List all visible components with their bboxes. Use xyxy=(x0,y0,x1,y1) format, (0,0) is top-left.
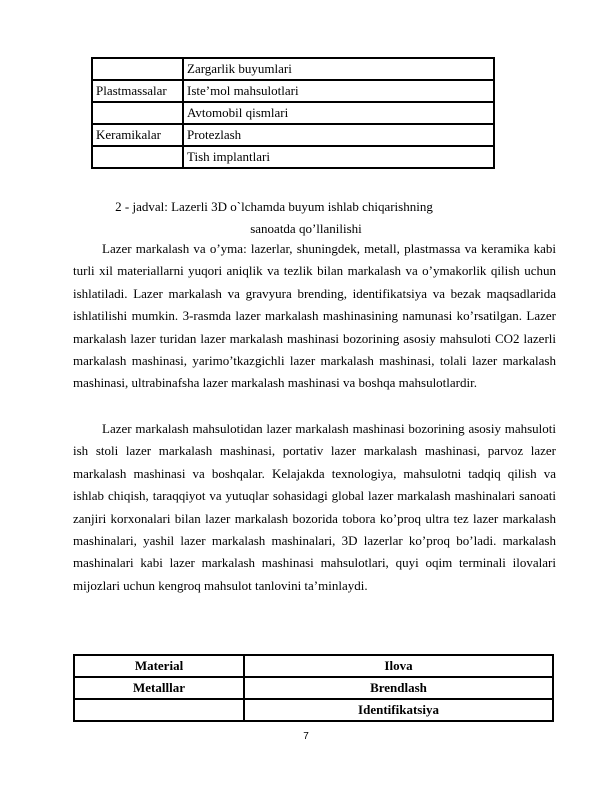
table-cell xyxy=(92,102,183,124)
table-cell: Identifikatsiya xyxy=(244,699,553,721)
material-application-table xyxy=(73,654,554,722)
table-cell xyxy=(92,58,183,80)
page-number: 7 xyxy=(303,731,309,742)
table-cell: Tish implantlari xyxy=(183,146,494,168)
table-cell: Metalllar xyxy=(74,677,244,699)
table-row xyxy=(92,124,494,146)
table-cell xyxy=(92,146,183,168)
paragraph-marking-market: Lazer markalash mahsulotidan lazer markalash mashinasi bozorining asosiy mahsuloti ish stoli lazer markalash mashinasi, portativ lazer markalash mashinasi, parvoz lazer markalash mashinasi va boshqalar. Kelajakda texnologiya, mahsulotni tadqiq qilish va ishlab chiqish, taraqqiyot va yutuqlar sohasidagi global lazer markalash mashinalari sanoati zanjiri korxonalari bilan lazer markalash bozorida tobora ko’proq ultra tez lazer markalash mashinalari, yashil lazer markalash mashinalari, 3D lazerlar ko’proq bo’ladi. markalash mashinalari kabi lazer markalash mashinasi mahsulotlari, quyi oqim terminali ilovalari mijozlari uchun kengroq mahsulot tanlovini ta’minlaydi. xyxy=(73,421,556,593)
table-header-row xyxy=(74,655,553,677)
table-row xyxy=(92,146,494,168)
table-cell: Protezlash xyxy=(183,124,494,146)
column-header-application: Ilova xyxy=(244,655,553,677)
table-row xyxy=(92,58,494,80)
table-row xyxy=(92,102,494,124)
column-header-material: Material xyxy=(74,655,244,677)
table-cell: Iste’mol mahsulotlari xyxy=(183,80,494,102)
table-caption-line-2: sanoatda qo’llanilishi xyxy=(250,221,362,236)
table-cell: Brendlash xyxy=(244,677,553,699)
table-cell xyxy=(74,699,244,721)
table-row xyxy=(74,677,553,699)
table-cell: Zargarlik buyumlari xyxy=(183,58,494,80)
table-row xyxy=(74,699,553,721)
table-cell: Avtomobil qismlari xyxy=(183,102,494,124)
table-cell: Keramikalar xyxy=(92,124,183,146)
table-cell: Plastmassalar xyxy=(92,80,183,102)
paragraph-laser-marking: Lazer markalash va o’yma: lazerlar, shuningdek, metall, plastmassa va keramika kabi turli xil materiallarni yuqori aniqlik va tezlik bilan markalash va o’ymakorlik qilish uchun ishlatiladi. Lazer markalash va gravyura brending, identifikatsiya va bezak maqsadlarida ishlatilishi mumkin. 3-rasmda lazer markalash mashinasining namunasi ko’rsatilgan. Lazer markalash lazer turidan lazer markalash mashinasi bozorining asosiy mahsuloti CO2 lazerli markalash mashinasi, yarimo’tkazgichli lazer markalash mashinasi, tolali lazer markalash mashinasi, ultrabinafsha lazer markalash mashinasi va boshqa mahsulotlardir. xyxy=(73,241,556,391)
applications-table xyxy=(91,57,495,169)
table-row xyxy=(92,80,494,102)
table-caption-line-1: 2 - jadval: Lazerli 3D o`lchamda buyum ishlab chiqarishning xyxy=(115,199,433,214)
